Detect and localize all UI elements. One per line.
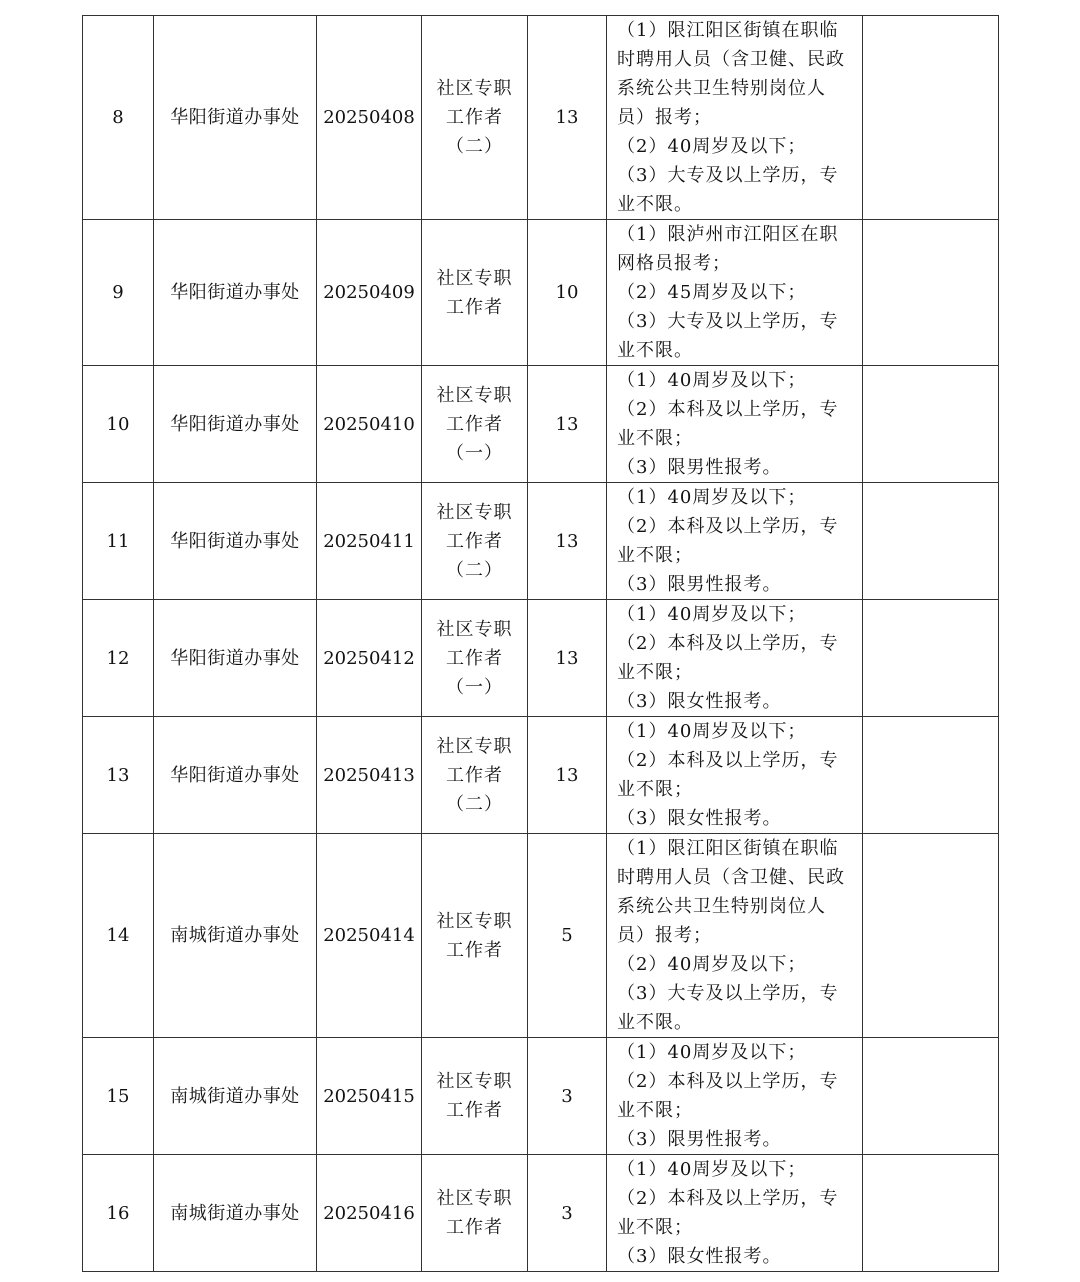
table-row [83, 220, 999, 366]
headcount: 3 [528, 1155, 607, 1272]
recruiting-unit: 华阳街道办事处 [154, 16, 317, 220]
row-number: 9 [83, 220, 154, 366]
requirements: （1）限泸州市江阳区在职 网格员报考； （2）45周岁及以下； （3）大专及以上学历，专 业不限。 [607, 220, 863, 366]
position-name: 社区专职 工作者 [422, 220, 528, 366]
recruiting-unit: 华阳街道办事处 [154, 600, 317, 717]
table-row [83, 834, 999, 1038]
headcount: 13 [528, 717, 607, 834]
row-number: 10 [83, 366, 154, 483]
table-row [83, 600, 999, 717]
row-number: 12 [83, 600, 154, 717]
row-number: 15 [83, 1038, 154, 1155]
recruiting-unit: 南城街道办事处 [154, 1038, 317, 1155]
remarks [863, 483, 999, 600]
requirements: （1）40周岁及以下； （2）本科及以上学历，专 业不限； （3）限女性报考。 [607, 600, 863, 717]
recruiting-unit: 华阳街道办事处 [154, 717, 317, 834]
position-name: 社区专职 工作者 [422, 834, 528, 1038]
row-number: 11 [83, 483, 154, 600]
row-number: 13 [83, 717, 154, 834]
requirements: （1）40周岁及以下； （2）本科及以上学历，专 业不限； （3）限男性报考。 [607, 483, 863, 600]
requirements: （1）40周岁及以下； （2）本科及以上学历，专 业不限； （3）限男性报考。 [607, 366, 863, 483]
table-row [83, 1038, 999, 1155]
table-row [83, 483, 999, 600]
remarks [863, 16, 999, 220]
remarks [863, 220, 999, 366]
position-code: 20250409 [317, 220, 422, 366]
remarks [863, 717, 999, 834]
recruitment-table [82, 15, 999, 1272]
position-code: 20250408 [317, 16, 422, 220]
recruiting-unit: 华阳街道办事处 [154, 220, 317, 366]
headcount: 13 [528, 366, 607, 483]
requirements: （1）40周岁及以下； （2）本科及以上学历，专 业不限； （3）限男性报考。 [607, 1038, 863, 1155]
position-code: 20250413 [317, 717, 422, 834]
position-code: 20250412 [317, 600, 422, 717]
position-code: 20250411 [317, 483, 422, 600]
headcount: 3 [528, 1038, 607, 1155]
recruiting-unit: 华阳街道办事处 [154, 366, 317, 483]
table-row [83, 16, 999, 220]
requirements: （1）40周岁及以下； （2）本科及以上学历，专 业不限； （3）限女性报考。 [607, 717, 863, 834]
remarks [863, 600, 999, 717]
headcount: 13 [528, 600, 607, 717]
position-code: 20250410 [317, 366, 422, 483]
recruiting-unit: 华阳街道办事处 [154, 483, 317, 600]
row-number: 16 [83, 1155, 154, 1272]
position-code: 20250414 [317, 834, 422, 1038]
position-name: 社区专职 工作者 （一） [422, 600, 528, 717]
position-name: 社区专职 工作者 （一） [422, 366, 528, 483]
headcount: 10 [528, 220, 607, 366]
position-code: 20250415 [317, 1038, 422, 1155]
position-name: 社区专职 工作者 （二） [422, 717, 528, 834]
table-row [83, 366, 999, 483]
headcount: 13 [528, 483, 607, 600]
requirements: （1）限江阳区街镇在职临 时聘用人员（含卫健、民政 系统公共卫生特别岗位人 员）报考； （2）40周岁及以下； （3）大专及以上学历，专 业不限。 [607, 834, 863, 1038]
remarks [863, 366, 999, 483]
row-number: 8 [83, 16, 154, 220]
table-row [83, 1155, 999, 1272]
recruiting-unit: 南城街道办事处 [154, 834, 317, 1038]
remarks [863, 1155, 999, 1272]
headcount: 5 [528, 834, 607, 1038]
requirements: （1）限江阳区街镇在职临 时聘用人员（含卫健、民政 系统公共卫生特别岗位人 员）报考； （2）40周岁及以下； （3）大专及以上学历，专 业不限。 [607, 16, 863, 220]
recruiting-unit: 南城街道办事处 [154, 1155, 317, 1272]
row-number: 14 [83, 834, 154, 1038]
requirements: （1）40周岁及以下； （2）本科及以上学历，专 业不限； （3）限女性报考。 [607, 1155, 863, 1272]
position-code: 20250416 [317, 1155, 422, 1272]
position-name: 社区专职 工作者 [422, 1155, 528, 1272]
position-name: 社区专职 工作者 （二） [422, 483, 528, 600]
remarks [863, 834, 999, 1038]
remarks [863, 1038, 999, 1155]
table-row [83, 717, 999, 834]
headcount: 13 [528, 16, 607, 220]
position-name: 社区专职 工作者 （二） [422, 16, 528, 220]
position-name: 社区专职 工作者 [422, 1038, 528, 1155]
